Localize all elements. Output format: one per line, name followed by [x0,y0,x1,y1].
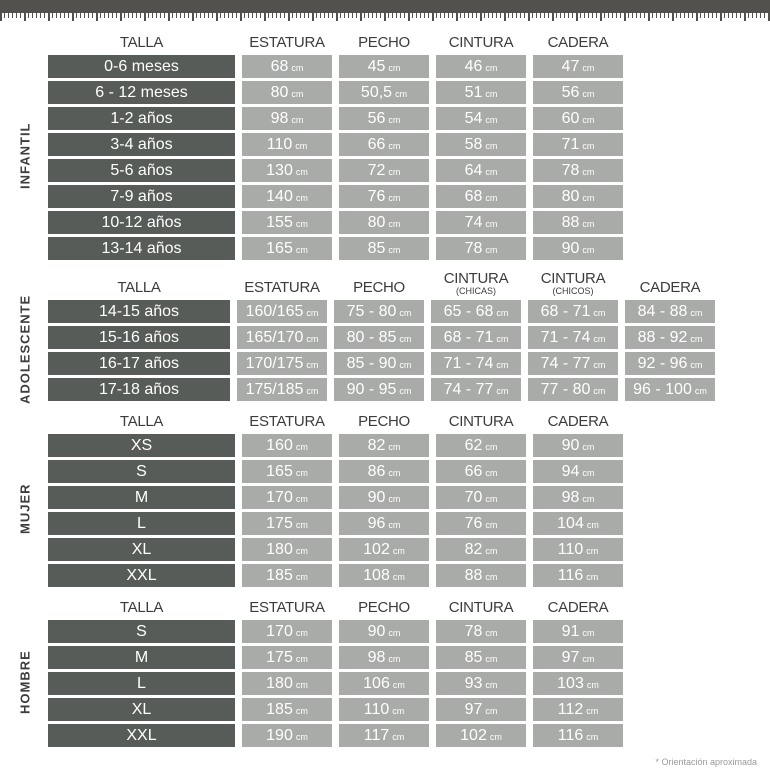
section-mujer [17,408,770,587]
measurement-cell: 78 cm [436,237,526,260]
measurement-cell: 98 cm [533,486,623,509]
measuring-tape-ruler [0,0,770,21]
table-row [48,564,770,587]
column-header: CADERA [639,279,701,297]
measurement-cell: 68 cm [242,55,332,78]
measurement-cell: 58 cm [436,133,526,156]
measurement-cell: 50,5 cm [339,81,429,104]
measurement-cell: 86 cm [339,460,429,483]
measurement-cell: 175 cm [242,646,332,669]
measurement-cell: 93 cm [436,672,526,695]
measurement-cell: 45 cm [339,55,429,78]
table-row [48,512,770,535]
measurement-cell: 76 cm [339,185,429,208]
column-header: PECHO [358,34,410,52]
size-label-cell: 5-6 años [48,159,235,182]
measurement-cell: 74 - 77 cm [431,378,521,401]
section-infantil [17,29,770,260]
table-header-adolescente [48,267,770,300]
measurement-cell: 102 cm [436,724,526,747]
measurement-cell: 90 cm [339,620,429,643]
size-label-cell: 0-6 meses [48,55,235,78]
table-row [48,698,770,721]
measurement-cell: 82 cm [339,434,429,457]
measurement-cell: 47 cm [533,55,623,78]
measurement-cell: 165 cm [242,237,332,260]
measurement-cell: 180 cm [242,538,332,561]
measurement-cell: 116 cm [533,724,623,747]
column-header: TALLA [119,413,164,431]
measurement-cell: 66 cm [436,460,526,483]
size-label-cell: 6 - 12 meses [48,81,235,104]
measurement-cell: 51 cm [436,81,526,104]
column-header: ESTATURA [249,34,325,52]
section-label-mujer: MUJER [17,483,33,535]
measurement-cell: 85 cm [339,237,429,260]
size-label-cell: 3-4 años [48,133,235,156]
size-label-cell: XXL [48,564,235,587]
measurement-cell: 110 cm [339,698,429,721]
measurement-cell: 165 cm [242,460,332,483]
measurement-cell: 90 cm [533,434,623,457]
measurement-cell: 97 cm [436,698,526,721]
measurement-cell: 71 - 74 cm [528,326,618,349]
size-chart [0,21,770,747]
measurement-cell: 75 - 80 cm [334,300,424,323]
table-body-infantil [48,55,770,260]
measurement-cell: 155 cm [242,211,332,234]
table-row [48,133,770,156]
column-header: CADERA [547,34,609,52]
column-header: TALLA [117,279,161,297]
measurement-cell: 64 cm [436,159,526,182]
measurement-cell: 80 cm [242,81,332,104]
approximation-footnote: * Orientación aproximada [655,757,757,767]
measurement-cell: 140 cm [242,185,332,208]
measurement-cell: 90 - 95 cm [334,378,424,401]
column-header: CINTURA [448,413,514,431]
measurement-cell: 180 cm [242,672,332,695]
table-row [48,185,770,208]
size-label-cell: 14-15 años [48,300,230,323]
size-label-cell: 13-14 años [48,237,235,260]
measurement-cell: 70 cm [436,486,526,509]
measurement-cell: 76 cm [436,512,526,535]
measurement-cell: 160/165 cm [237,300,327,323]
measurement-cell: 74 - 77 cm [528,352,618,375]
table-row [48,620,770,643]
measurement-cell: 66 cm [339,133,429,156]
size-label-cell: M [48,486,235,509]
measurement-cell: 72 cm [339,159,429,182]
measurement-cell: 90 cm [533,237,623,260]
section-label-hombre: HOMBRE [17,650,33,715]
measurement-cell: 175/185 cm [237,378,327,401]
measurement-cell: 117 cm [339,724,429,747]
measurement-cell: 88 cm [436,564,526,587]
section-label-infantil: INFANTIL [17,122,33,190]
measurement-cell: 165/170 cm [237,326,327,349]
table-row [48,211,770,234]
size-label-cell: XL [48,538,235,561]
ruler-tick-marks [0,13,770,21]
size-label-cell: 10-12 años [48,211,235,234]
table-row [48,672,770,695]
measurement-cell: 110 cm [533,538,623,561]
measurement-cell: 130 cm [242,159,332,182]
size-label-cell: L [48,512,235,535]
column-header: ESTATURA [249,599,325,617]
measurement-cell: 71 cm [533,133,623,156]
measurement-cell: 78 cm [436,620,526,643]
measurement-cell: 170/175 cm [237,352,327,375]
table-body-adolescente [48,300,770,401]
measurement-cell: 85 - 90 cm [334,352,424,375]
size-label-cell: 17-18 años [48,378,230,401]
measurement-cell: 78 cm [533,159,623,182]
measurement-cell: 71 - 74 cm [431,352,521,375]
table-row [48,646,770,669]
table-row [48,300,770,323]
column-header: CADERA [547,413,609,431]
size-label-cell: L [48,672,235,695]
column-header: PECHO [358,599,410,617]
size-label-cell: S [48,620,235,643]
table-row [48,538,770,561]
column-header: TALLA [119,34,164,52]
section-hombre [17,594,770,747]
measurement-cell: 56 cm [339,107,429,130]
size-label-cell: XXL [48,724,235,747]
measurement-cell: 88 - 92 cm [625,326,715,349]
measurement-cell: 96 - 100 cm [625,378,715,401]
table-body-hombre [48,620,770,747]
column-header: CINTURA (CHICOS) [540,270,606,296]
measurement-cell: 110 cm [242,133,332,156]
column-header: CINTURA [448,599,514,617]
measurement-cell: 77 - 80 cm [528,378,618,401]
column-header: CINTURA [448,34,514,52]
measurement-cell: 96 cm [339,512,429,535]
table-row [48,486,770,509]
measurement-cell: 170 cm [242,486,332,509]
measurement-cell: 94 cm [533,460,623,483]
measurement-cell: 116 cm [533,564,623,587]
measurement-cell: 68 - 71 cm [431,326,521,349]
column-header: PECHO [358,413,410,431]
measurement-cell: 54 cm [436,107,526,130]
measurement-cell: 90 cm [339,486,429,509]
table-row [48,107,770,130]
table-row [48,81,770,104]
measurement-cell: 62 cm [436,434,526,457]
size-label-cell: 1-2 años [48,107,235,130]
table-header-hombre [48,594,770,620]
measurement-cell: 84 - 88 cm [625,300,715,323]
measurement-cell: 68 - 71 cm [528,300,618,323]
size-label-cell: M [48,646,235,669]
size-label-cell: 15-16 años [48,326,230,349]
table-row [48,159,770,182]
measurement-cell: 74 cm [436,211,526,234]
measurement-cell: 106 cm [339,672,429,695]
measurement-cell: 46 cm [436,55,526,78]
table-row [48,326,770,349]
size-label-cell: 16-17 años [48,352,230,375]
column-header: CINTURA (CHICAS) [443,270,509,296]
measurement-cell: 68 cm [436,185,526,208]
column-header: TALLA [119,599,164,617]
measurement-cell: 98 cm [242,107,332,130]
measurement-cell: 88 cm [533,211,623,234]
column-header: ESTATURA [249,413,325,431]
size-label-cell: 7-9 años [48,185,235,208]
measurement-cell: 104 cm [533,512,623,535]
measurement-cell: 103 cm [533,672,623,695]
table-header-mujer [48,408,770,434]
measurement-cell: 102 cm [339,538,429,561]
measurement-cell: 82 cm [436,538,526,561]
measurement-cell: 91 cm [533,620,623,643]
measurement-cell: 190 cm [242,724,332,747]
measurement-cell: 80 - 85 cm [334,326,424,349]
table-row [48,434,770,457]
size-label-cell: S [48,460,235,483]
measurement-cell: 56 cm [533,81,623,104]
table-row [48,378,770,401]
measurement-cell: 98 cm [339,646,429,669]
table-body-mujer [48,434,770,587]
measurement-cell: 97 cm [533,646,623,669]
measurement-cell: 175 cm [242,512,332,535]
measurement-cell: 92 - 96 cm [625,352,715,375]
column-header: PECHO [353,279,405,297]
table-row [48,55,770,78]
table-row [48,460,770,483]
column-header: ESTATURA [244,279,320,297]
measurement-cell: 170 cm [242,620,332,643]
table-row [48,352,770,375]
table-row [48,724,770,747]
size-label-cell: XL [48,698,235,721]
table-row [48,237,770,260]
measurement-cell: 85 cm [436,646,526,669]
measurement-cell: 185 cm [242,698,332,721]
section-adolescente [17,267,770,404]
measurement-cell: 65 - 68 cm [431,300,521,323]
ruler-bar [0,0,770,13]
measurement-cell: 80 cm [533,185,623,208]
measurement-cell: 108 cm [339,564,429,587]
measurement-cell: 80 cm [339,211,429,234]
column-header: CADERA [547,599,609,617]
measurement-cell: 160 cm [242,434,332,457]
measurement-cell: 185 cm [242,564,332,587]
table-header-infantil [48,29,770,55]
measurement-cell: 112 cm [533,698,623,721]
section-label-adolescente: ADOLESCENTE [17,294,33,404]
measurement-cell: 60 cm [533,107,623,130]
size-label-cell: XS [48,434,235,457]
